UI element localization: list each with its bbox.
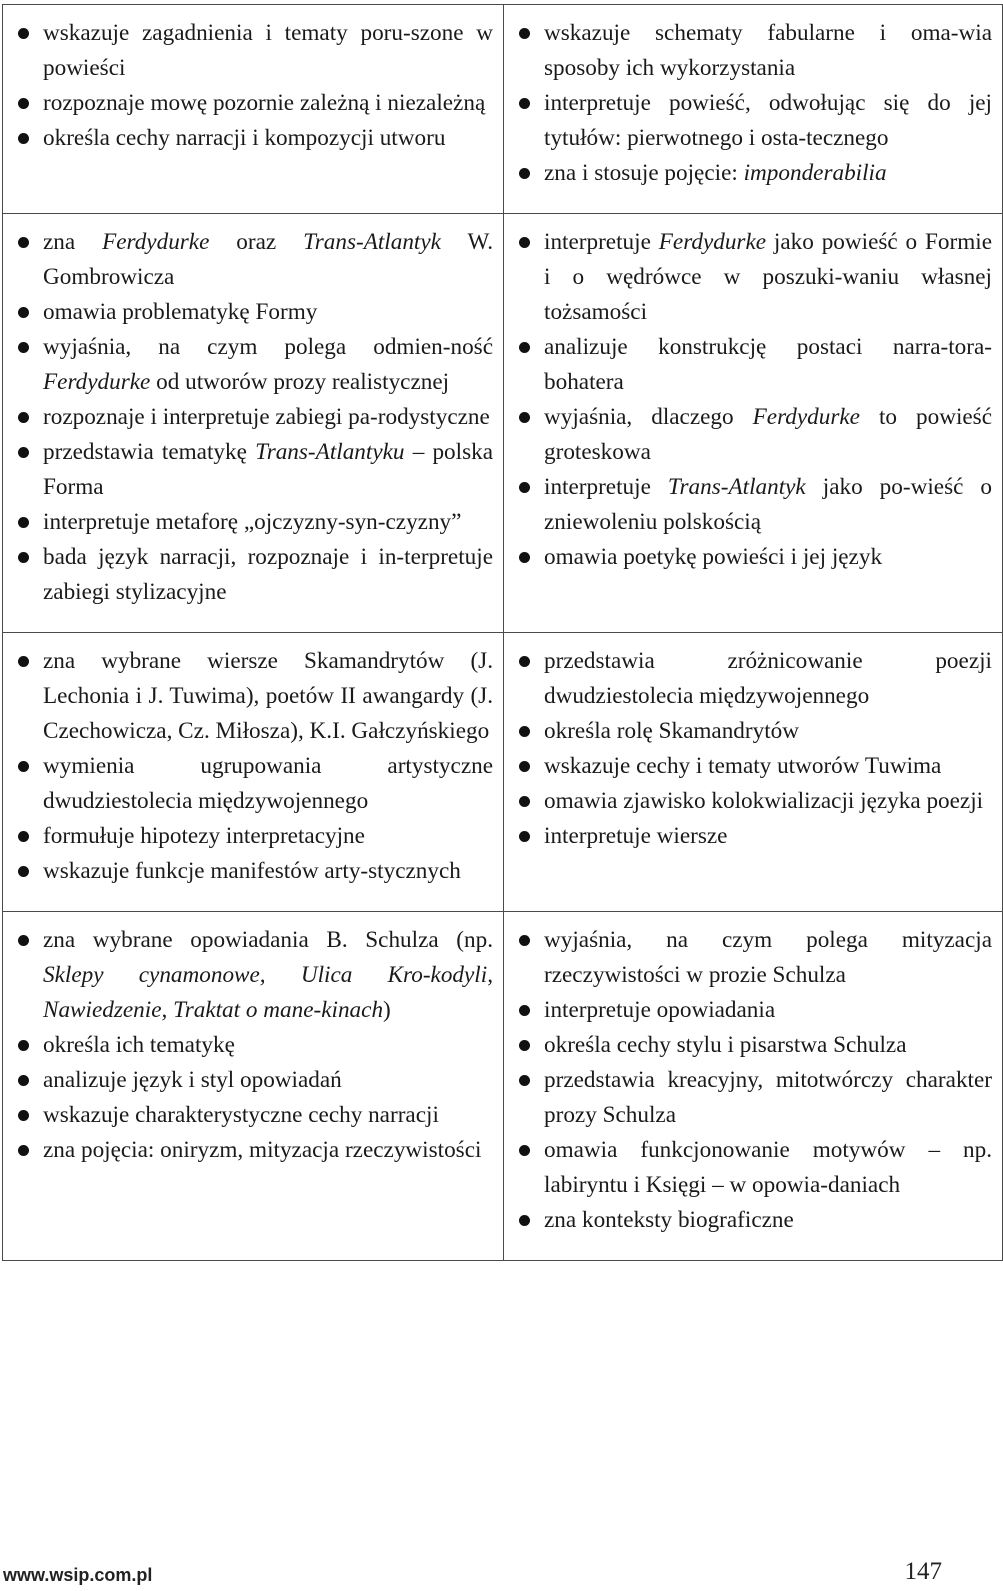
list-item <box>15 225 493 295</box>
footer-url[interactable]: www.wsip.com.pl <box>3 1565 153 1585</box>
cell-requirements-basic <box>3 912 504 1261</box>
list-item <box>516 86 992 156</box>
list-item <box>15 86 493 121</box>
item-text: analizuje język i styl opowiadań <box>43 1067 342 1093</box>
cell-requirements-basic <box>3 5 504 214</box>
list-item <box>516 400 992 470</box>
bullet-icon <box>519 28 530 39</box>
list-item <box>15 435 493 505</box>
cell-requirements-extended <box>504 633 1003 912</box>
item-text: zna wybrane opowiadania B. Schulza (np. <box>43 927 493 953</box>
item-text: interpretuje powieść, odwołując się do jej tytułów: pierwotnego i osta-tecznego <box>544 90 992 151</box>
item-text: wskazuje charakterystyczne cechy narracji <box>43 1102 439 1128</box>
list-item <box>15 1028 493 1063</box>
item-text: wskazuje funkcje manifestów arty-stycznych <box>43 858 461 884</box>
bullet-icon <box>519 726 530 737</box>
item-text: jako powieść o Formie i o wędrówce w poszuki-waniu własnej tożsamości <box>544 229 992 325</box>
item-text: zna <box>43 229 103 255</box>
bullet-icon <box>519 412 530 423</box>
item-text: formułuje hipotezy interpretacyjne <box>43 823 365 849</box>
list-item <box>516 156 992 191</box>
item-text: W. Gombrowicza <box>43 229 494 290</box>
item-text: to powieść groteskowa <box>544 404 992 465</box>
item-text: określa cechy stylu i pisarstwa Schulza <box>544 1032 907 1058</box>
bullet-icon <box>519 1040 530 1051</box>
list-item <box>516 1063 992 1133</box>
list-item <box>15 644 493 749</box>
list-item <box>516 1203 992 1238</box>
item-text: zna i stosuje pojęcie: <box>544 160 744 186</box>
item-text: rozpoznaje i interpretuje zabiegi pa-rodystyczne <box>43 404 490 430</box>
cell-requirements-extended <box>504 912 1003 1261</box>
item-text: od utworów prozy realistycznej <box>150 369 450 395</box>
item-text: interpretuje wiersze <box>544 823 728 849</box>
item-text: omawia problematykę Formy <box>43 299 318 325</box>
list-item <box>15 16 493 86</box>
bullet-icon <box>519 342 530 353</box>
list-item <box>516 470 992 540</box>
list-item <box>516 1133 992 1203</box>
item-text: określa cechy narracji i kompozycji utworu <box>43 125 446 151</box>
list-item <box>15 749 493 819</box>
bullet-icon <box>18 307 29 318</box>
item-text: zna pojęcia: oniryzm, mityzacja rzeczywistości <box>43 1137 482 1163</box>
bullet-icon <box>18 866 29 877</box>
bullet-list <box>516 225 992 575</box>
item-text: jako po-wieść o zniewoleniu polskością <box>544 474 992 535</box>
item-text: wskazuje cechy i tematy utworów Tuwima <box>544 753 942 779</box>
item-text: – polska Forma <box>43 439 493 500</box>
table-row <box>3 912 1003 1261</box>
list-item <box>516 993 992 1028</box>
list-item <box>15 819 493 854</box>
item-text: określa ich tematykę <box>43 1032 235 1058</box>
list-item <box>516 714 992 749</box>
list-item <box>15 400 493 435</box>
bullet-icon <box>18 831 29 842</box>
item-text: wskazuje schematy fabularne i oma-wia sposoby ich wykorzystania <box>544 20 992 81</box>
bullet-icon <box>519 168 530 179</box>
list-item <box>15 1133 493 1168</box>
list-item <box>516 644 992 714</box>
list-item <box>15 1063 493 1098</box>
italic-title-text: Ferdydurke <box>43 369 151 395</box>
bullet-list <box>15 16 493 156</box>
list-item <box>15 330 493 400</box>
item-text: przedstawia tematykę <box>43 439 256 465</box>
bullet-icon <box>18 342 29 353</box>
italic-title-text: Trans-Atlantyku <box>255 439 405 465</box>
bullet-list <box>15 644 493 889</box>
item-text: przedstawia kreacyjny, mitotwórczy charakter prozy Schulza <box>544 1067 992 1128</box>
item-text: omawia funkcjonowanie motywów – np. labiryntu i Księgi – w opowia-daniach <box>544 1137 992 1198</box>
item-text: rozpoznaje mowę pozornie zależną i niezależną <box>43 90 486 116</box>
bullet-icon <box>18 1145 29 1156</box>
bullet-icon <box>18 1110 29 1121</box>
bullet-icon <box>519 1075 530 1086</box>
item-text: oraz <box>209 229 304 255</box>
italic-title-text: Ferdydurke <box>658 229 767 255</box>
italic-title-text: Sklepy cynamonowe, Ulica Kro-kodyli, Nawiedzenie, Traktat o mane-kinach <box>43 962 493 1023</box>
item-text: omawia zjawisko kolokwializacji języka poezji <box>544 788 984 814</box>
cell-requirements-basic <box>3 633 504 912</box>
list-item <box>15 854 493 889</box>
italic-title-text: Ferdydurke <box>102 229 210 255</box>
bullet-icon <box>519 98 530 109</box>
bullet-icon <box>18 237 29 248</box>
bullet-icon <box>519 482 530 493</box>
item-text: interpretuje opowiadania <box>544 997 776 1023</box>
list-item <box>516 819 992 854</box>
italic-title-text: Trans-Atlantyk <box>303 229 441 255</box>
bullet-list <box>15 225 493 610</box>
bullet-icon <box>18 761 29 772</box>
bullet-icon <box>18 1040 29 1051</box>
bullet-icon <box>519 1145 530 1156</box>
bullet-icon <box>519 1005 530 1016</box>
item-text: wskazuje zagadnienia i tematy poru-szone w powieści <box>43 20 493 81</box>
list-item <box>516 16 992 86</box>
list-item <box>15 295 493 330</box>
cell-requirements-extended <box>504 214 1003 633</box>
cell-requirements-basic <box>3 214 504 633</box>
item-text: określa rolę Skamandrytów <box>544 718 799 744</box>
bullet-icon <box>519 656 530 667</box>
item-text: wyjaśnia, dlaczego <box>544 404 753 430</box>
list-item <box>15 923 493 1028</box>
bullet-icon <box>18 1075 29 1086</box>
item-text: zna wybrane wiersze Skamandrytów (J. Lechonia i J. Tuwima), poetów II awangardy (J. Czechowicza, Cz. Miłosza), K.I. Gałczyńskiego <box>43 648 493 744</box>
item-text: wyjaśnia, na czym polega odmien-ność <box>43 334 493 360</box>
item-text: interpretuje <box>544 474 668 500</box>
list-item <box>516 1028 992 1063</box>
bullet-icon <box>18 935 29 946</box>
table-body <box>3 5 1003 1261</box>
item-text: interpretuje <box>544 229 659 255</box>
bullet-icon <box>18 552 29 563</box>
list-item <box>516 540 992 575</box>
bullet-list <box>15 923 493 1168</box>
italic-title-text: Trans-Atlantyk <box>667 474 806 500</box>
bullet-icon <box>519 1215 530 1226</box>
item-text: bada język narracji, rozpoznaje i in-terpretuje zabiegi stylizacyjne <box>43 544 493 605</box>
bullet-icon <box>519 935 530 946</box>
bullet-icon <box>18 133 29 144</box>
curriculum-table <box>2 4 1003 1261</box>
item-text: ) <box>383 997 391 1023</box>
list-item <box>516 749 992 784</box>
list-item <box>516 330 992 400</box>
bullet-list <box>516 16 992 191</box>
item-text: wyjaśnia, na czym polega mityzacja rzeczywistości w prozie Schulza <box>544 927 992 988</box>
item-text: omawia poetykę powieści i jej język <box>544 544 883 570</box>
bullet-icon <box>519 552 530 563</box>
list-item <box>15 121 493 156</box>
item-text: wymienia ugrupowania artystyczne dwudziestolecia międzywojennego <box>43 753 493 814</box>
bullet-icon <box>18 28 29 39</box>
bullet-icon <box>519 237 530 248</box>
list-item <box>15 540 493 610</box>
italic-title-text: Ferdydurke <box>752 404 860 430</box>
bullet-list <box>516 923 992 1238</box>
item-text: interpretuje metaforę „ojczyzny-syn-czyzny” <box>43 509 462 535</box>
list-item <box>516 225 992 330</box>
table-row <box>3 633 1003 912</box>
item-text: analizuje konstrukcję postaci narra-tora-bohatera <box>544 334 992 395</box>
bullet-icon <box>519 761 530 772</box>
bullet-icon <box>519 831 530 842</box>
list-item <box>15 1098 493 1133</box>
bullet-icon <box>18 517 29 528</box>
bullet-icon <box>519 796 530 807</box>
bullet-list <box>516 644 992 854</box>
item-text: przedstawia zróżnicowanie poezji dwudziestolecia międzywojennego <box>544 648 992 709</box>
bullet-icon <box>18 98 29 109</box>
page-number: 147 <box>904 1558 942 1585</box>
bullet-icon <box>18 412 29 423</box>
bullet-icon <box>18 656 29 667</box>
list-item <box>516 784 992 819</box>
cell-requirements-extended <box>504 5 1003 214</box>
table-row <box>3 5 1003 214</box>
italic-title-text: imponderabilia <box>743 160 887 186</box>
list-item <box>15 505 493 540</box>
bullet-icon <box>18 447 29 458</box>
table-row <box>3 214 1003 633</box>
item-text: zna konteksty biograficzne <box>544 1207 794 1233</box>
list-item <box>516 923 992 993</box>
